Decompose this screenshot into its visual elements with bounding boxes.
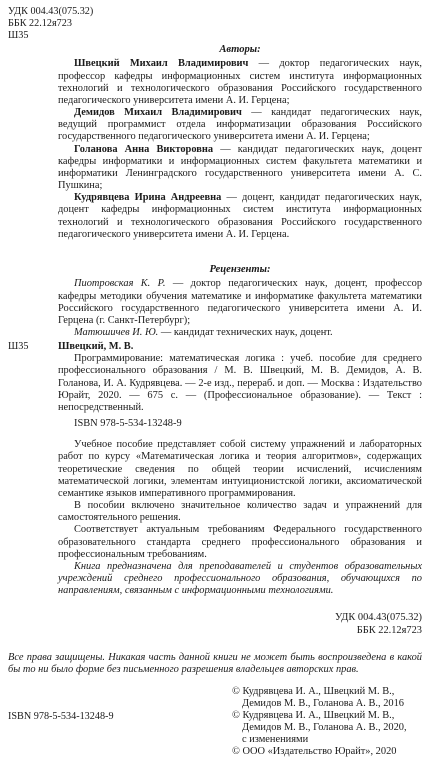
- bbk-code: ББК 22.12я723: [8, 18, 72, 30]
- bib-heading: [58, 341, 422, 353]
- author-entry: [58, 192, 422, 241]
- udk-code: УДК 004.43(075.32): [8, 6, 94, 17]
- author-name: Кудрявцева Ирина Андреевна: [74, 192, 222, 204]
- bib-text: Программирование: математическая логика : учеб. пособие для среднего профессионального образования / М. В. Швецкий, М. В. Демидов, А. В. Голанова, И. А. Кудрявцева. — 2-е изд., перераб. и доп. — Москва : Издательство Юрайт, 2020. — 675 с. — (Профессиональное образование). — Текст : непосредственный.: [58, 353, 422, 413]
- copyright-block: [232, 686, 422, 758]
- authors-heading: Авторы:: [219, 44, 261, 55]
- reviewer-description: — доктор педагогических наук, доцент, профессор кафедры методики обучения математике и информатике факультета математики Российского государственного педагогического университета имени А. И. Герцена (г. Санкт-Петербург);: [58, 278, 423, 326]
- author-description: — кандидат педагогических наук, ведущий программист отдела информатизации образования Российского государственного педагогического университета имени А. И. Герцена;: [58, 107, 422, 143]
- annotation-paragraph: Соответствует актуальным требованиям Федерального государственного образовательного стандарта среднего профессионального образования и профессиональным требованиям.: [58, 524, 422, 560]
- bibliographic-description: [58, 341, 422, 597]
- copyright-line: © Кудрявцева И. А., Швецкий М. В.,: [232, 710, 395, 722]
- copyright-line: Демидов М. В., Голанова А. В., 2016: [242, 698, 404, 710]
- author-entry: [58, 107, 422, 144]
- reviewer-entry: [58, 278, 422, 327]
- author-name: Демидов Михаил Владимирович: [74, 107, 242, 119]
- copyright-line: © Кудрявцева И. А., Швецкий М. В.,: [232, 686, 395, 697]
- author-name: Голанова Анна Викторовна: [74, 143, 214, 155]
- isbn-footer: ISBN 978-5-534-13248-9: [8, 711, 114, 722]
- reviewer-description: — кандидат технических наук, доцент.: [158, 327, 333, 339]
- bib-isbn: ISBN 978-5-534-13248-9: [74, 418, 182, 430]
- author-description: — кандидат педагогических наук, доцент кафедры информатики и информационных систем факультета математики и информатики Ленинградского государственного университета имени А. С. Пушкина;: [58, 143, 422, 192]
- reviewer-name: Матюшичев И. Ю.: [74, 327, 159, 339]
- classification-header: [8, 6, 93, 42]
- annotation-paragraph: Учебное пособие представляет собой систему упражнений и лабораторных работ по курсу «Математическая логика и теория алгоритмов», содержащих теоретические сведения по общей теории исчислений, исчислениям математической логики, элементам интуиционистской логики, аксиоматической семантике языков императивного программирования.: [58, 439, 422, 499]
- author-entry: [58, 144, 422, 193]
- classification-footer: [335, 612, 422, 637]
- author-mark: Ш35: [8, 30, 29, 42]
- reviewers-heading: Рецензенты:: [209, 264, 271, 275]
- copyright-line: Демидов М. В., Голанова А. В., 2020,: [242, 722, 407, 734]
- annotation: [58, 439, 422, 597]
- author-description: — доктор педагогических наук, профессор кафедры информационных систем института информационных технологий и технологического образования Российского государственного педагогического университета имени А. И. Герцена;: [58, 58, 423, 106]
- author-entry: [58, 58, 422, 107]
- bib-code: Ш35: [8, 341, 29, 352]
- author-description: — доцент, кандидат педагогических наук, доцент кафедры информационных систем института информационных технологий и технологического образования Российского государственного педагогического университета имени А. И. Герцена.: [58, 192, 422, 240]
- annotation-paragraph: В пособии включено значительное количество задач и упражнений для самостоятельного решения.: [58, 500, 422, 524]
- copyright-line: © ООО «Издательство Юрайт», 2020: [232, 746, 397, 758]
- reviewer-entry: [58, 327, 422, 339]
- author-name: Швецкий Михаил Владимирович: [74, 58, 249, 70]
- copyright-line: с изменениями: [242, 734, 309, 746]
- udk-code-footer: УДК 004.43(075.32): [335, 612, 422, 623]
- bbk-code-footer: ББК 22.12я723: [356, 624, 422, 636]
- annotation-paragraph: Книга предназначена для преподавателей и студентов образовательных учреждений среднего профессионального образования, обучающихся по направлениям, связанным с информационными технологиями.: [58, 560, 422, 597]
- rights-notice: Все права защищены. Никакая часть данной книги не может быть воспроизведена в какой бы то ни было форме без письменного разрешения владельцев авторских прав.: [8, 652, 422, 676]
- reviewers-section: [58, 264, 422, 339]
- authors-section: [58, 44, 422, 241]
- bib-author: Швецкий, М. В.: [58, 341, 134, 352]
- reviewer-name: Пиотровская К. Р.: [74, 278, 166, 290]
